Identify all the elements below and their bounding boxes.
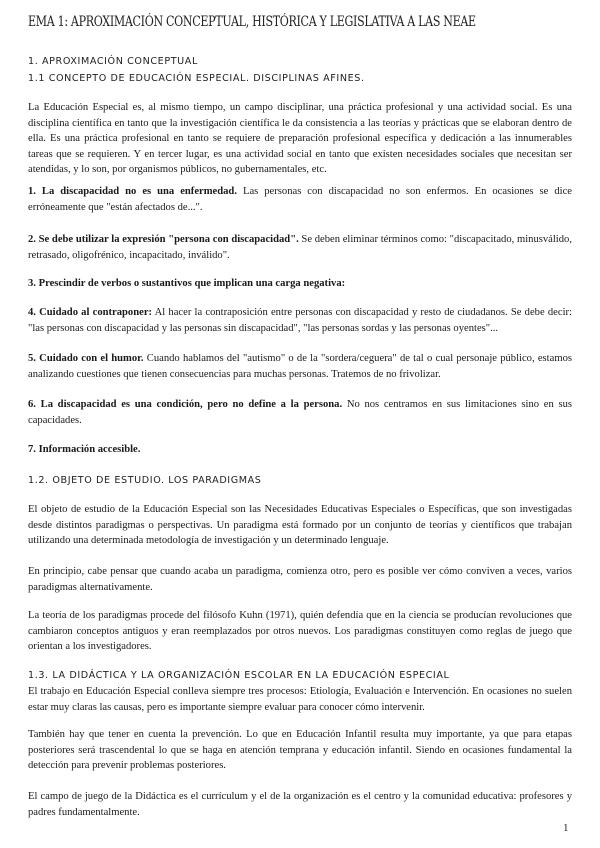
page-number: 1	[563, 822, 569, 834]
didactics-paragraph-2: También hay que tener en cuenta la prevención. Lo que en Educación Infantil resulta muy importante, ya que para etapas posteriores será trascendental lo que se haga en atención temprana y educación infantil. Siendo en ocasiones fundamental la detección para prevenir problemas posteriores.	[28, 729, 572, 772]
rule-2-text: Se deben eliminar términos como: "discapacitado, minusválido, retrasado, oligofrénico, incapacitado, inválido".	[28, 234, 572, 261]
rule-5	[28, 351, 572, 382]
rule-4-bold: 4. Cuidado al contraponer:	[28, 307, 153, 318]
section-heading-1: 1. APROXIMACIÓN CONCEPTUAL	[28, 56, 198, 67]
document-title: EMA 1: APROXIMACIÓN CONCEPTUAL, HISTÓRICA Y LEGISLATIVA A LAS NEAE	[28, 14, 476, 30]
paradigms-paragraph-2: En principio, cabe pensar que cuando acaba un paradigma, comienza otro, pero es posible ver cómo conviven a veces, varios paradigmas alternativamente.	[28, 566, 572, 593]
rule-5-text: Cuando hablamos del "autismo" o de la "sordera/ceguera" de tal o cual personaje público, estamos analizando cuestiones que tienen consecuencias para muchas personas. Tratemos de no frivolizar.	[28, 353, 572, 380]
rule-5-bold: 5. Cuidado con el humor.	[28, 353, 144, 364]
rule-2-bold: 2. Se debe utilizar la expresión "persona con discapacidad".	[28, 234, 299, 245]
rule-1	[28, 184, 572, 215]
rule-4-text: Al hacer la contraposición entre personas con discapacidad y resto de ciudadanos. Se debe decir: "las personas con discapacidad y las personas sin discapacidad", "las personas sordas y las personas oyentes"...	[28, 307, 572, 334]
rule-2	[28, 232, 572, 263]
rule-7	[28, 442, 572, 458]
paradigms-paragraph-3: La teoría de los paradigmas procede del filósofo Kuhn (1971), quién defendía que en la ciencia se producían revoluciones que cambiaron conceptos antiguos y eran reemplazados por otros nuevos. Los paradigmas constituyen como reglas de juego que orientan a los investigadores.	[28, 610, 572, 653]
rule-6-text: No nos centramos en sus limitaciones sino en sus capacidades.	[28, 399, 572, 426]
didactics-paragraph-3: El campo de juego de la Didáctica es el currículum y el de la organización es el centro y la comunidad educativa: profesores y padres fundamentalmente.	[28, 791, 572, 818]
intro-paragraph: La Educación Especial es, al mismo tiempo, un campo disciplinar, una práctica profesional y una actividad social. Es una disciplina científica en tanto que la investigación científica le da consistencia a las teorías y prácticas que se elaboran dentro de ella. Es una práctica profesional en tanto se requiere de preparación profesional específica y dedicación a las innumerables tareas que se requieren. Y en tercer lugar, es una actividad social en tanto que existen necesidades sociales que necesitan ser atendidas, y lo son, por organismos públicos, no gubernamentales, etc.	[28, 102, 572, 176]
rule-3-bold: 3. Prescindir de verbos o sustantivos que implican una carga negativa:	[28, 278, 346, 289]
rule-4	[28, 305, 572, 336]
section-heading-1-3: 1.3. LA DIDÁCTICA Y LA ORGANIZACIÓN ESCOLAR EN LA EDUCACIÓN ESPECIAL	[28, 670, 450, 681]
section-heading-1-1: 1.1 CONCEPTO DE EDUCACIÓN ESPECIAL. DISCIPLINAS AFINES.	[28, 73, 365, 84]
rule-6-bold: 6. La discapacidad es una condición, pero no define a la persona.	[28, 399, 343, 410]
didactics-paragraph-1: El trabajo en Educación Especial conlleva siempre tres procesos: Etiología, Evaluación e Intervención. En ocasiones no suelen estar muy claras las causas, pero es importante siempre evaluar para conocer cómo intervenir.	[28, 686, 572, 713]
paradigms-paragraph-1: El objeto de estudio de la Educación Especial son las Necesidades Educativas Especiales o Específicas, que son investigadas desde distintos paradigmas o perspectivas. Un paradigma está formado por un conjunto de teorías y científicos que trabajan utilizando una determinada metodología de investigación y un determinado lenguaje.	[28, 504, 572, 547]
rule-1-text: Las personas con discapacidad no son enfermos. En ocasiones se dice erróneamente que "están afectados de...".	[28, 186, 573, 213]
rule-1-bold: 1. La discapacidad no es una enfermedad.	[28, 186, 237, 197]
rule-3	[28, 276, 572, 292]
rule-7-bold: 7. Información accesible.	[28, 444, 141, 455]
rule-6	[28, 397, 572, 428]
section-heading-1-2: 1.2. OBJETO DE ESTUDIO. LOS PARADIGMAS	[28, 475, 262, 486]
